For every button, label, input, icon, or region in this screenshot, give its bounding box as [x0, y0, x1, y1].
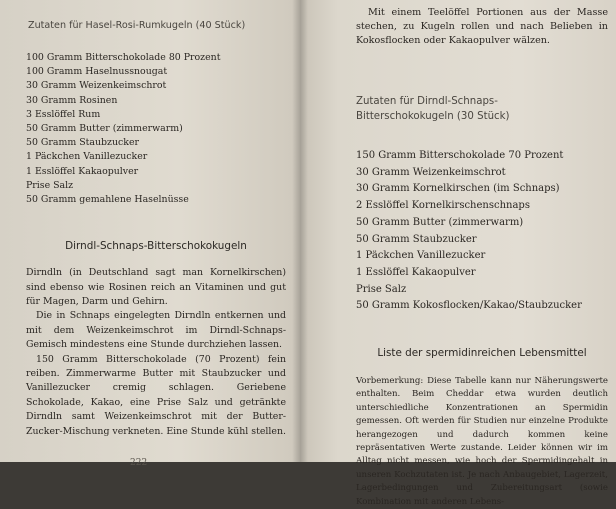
- ingredient-item: 1 Esslöffel Kakaopulver: [26, 165, 139, 177]
- ingredient-item: 100 Gramm Bitterschokolade 80 Prozent: [26, 52, 221, 63]
- ingredient-item: 50 Gramm Kokosflocken/Kakao/Staubzucker: [356, 300, 582, 312]
- paragraph: 150 Gramm Bitterschokolade (70 Prozent) fein reiben. Zimmerwarme Butter mit Staubzucker und Vanillezucker cremig schlagen. Geriebene Schokolade, Kakao, eine Prise Salz und getränkte Dirndln samt Weizenkeimschrot mit der Butter-Zucker-Mischung verkneten. Eine Stunde kühl stellen.: [26, 353, 286, 437]
- right-page: [300, 0, 616, 507]
- left-page: [0, 0, 300, 468]
- ingredient-item: Prise Salz: [26, 179, 74, 191]
- page-number: 222: [130, 458, 148, 468]
- section-heading-dirndl: Dirndl-Schnaps-Bitterschokokugeln: [65, 240, 247, 253]
- ingredient-item: Prise Salz: [356, 283, 407, 295]
- ingredient-list-right: [356, 148, 608, 315]
- ingredient-list-left: [26, 51, 286, 207]
- ingredient-item: 1 Päckchen Vanillezucker: [356, 250, 486, 262]
- ingredient-item: 30 Gramm Weizenkeimschrot: [26, 80, 167, 92]
- ingredient-item: 50 Gramm Butter (zimmerwarm): [356, 216, 524, 228]
- ingredient-item: 3 Esslöffel Rum: [26, 108, 101, 120]
- ingredient-item: 50 Gramm gemahlene Haselnüsse: [26, 194, 189, 206]
- note-paragraph: Vorbemerkung: Diese Tabelle kann nur Näherungswerte enthalten. Beim Cheddar etwa wurden deutlich unterschiedliche Konzentrationen an Spermidin gemessen. Oft werden für Studien nur einzelne Produkte herangezogen und dadurch kommen keine repräsentativen Werte zustande. Leider können wir im Alltag nicht messen, wie hoch der Spermidingehalt in unseren Kochzutaten ist. Je nach Anbaugebiet, Lagerzeit, Lagerbedingungen und Zubereitungsart (sowie Kombination mit anderen Lebens-: [356, 376, 608, 507]
- recipe-title-dirndl: Zutaten für Dirndl-Schnaps-Bitterschokokugeln (30 Stück): [356, 96, 510, 122]
- ingredient-item: 150 Gramm Bitterschokolade 70 Prozent: [356, 150, 564, 161]
- ingredient-item: 30 Gramm Rosinen: [26, 94, 118, 106]
- ingredient-item: 30 Gramm Weizenkeimschrot: [356, 166, 506, 178]
- paragraph: Die in Schnaps eingelegten Dirndln entkernen und mit dem Weizenkeimschrot im Dirndl-Schnaps-Gemisch mindestens eine Stunde durchziehen lassen.: [26, 310, 286, 351]
- recipe-title-hasel-rosi: Zutaten für Hasel-Rosi-Rumkugeln (40 Stück): [28, 20, 246, 31]
- ingredient-item: 2 Esslöffel Kornelkirschenschnaps: [356, 200, 530, 212]
- paragraph: Dirndln (in Deutschland sagt man Kornelkirschen) sind ebenso wie Rosinen reich an Vitaminen und gut für Magen, Darm und Gehirn.: [26, 267, 286, 308]
- continued-paragraph: Mit einem Teelöffel Portionen aus der Masse stechen, zu Kugeln rollen und nach Belieben in Kokosflocken oder Kakaopulver wälzen.: [356, 7, 608, 46]
- ingredient-item: 30 Gramm Kornelkirschen (im Schnaps): [356, 183, 560, 195]
- ingredient-item: 100 Gramm Haselnussnougat: [26, 66, 168, 78]
- book-gutter: [292, 0, 308, 462]
- ingredient-item: 1 Esslöffel Kakaopulver: [356, 266, 476, 278]
- ingredient-item: 50 Gramm Staubzucker: [356, 233, 477, 245]
- ingredient-item: 50 Gramm Staubzucker: [26, 137, 139, 149]
- section-heading-spermidin: Liste der spermidinreichen Lebensmittel: [377, 347, 587, 360]
- ingredient-item: 50 Gramm Butter (zimmerwarm): [26, 123, 183, 135]
- ingredient-item: 1 Päckchen Vanillezucker: [26, 151, 148, 163]
